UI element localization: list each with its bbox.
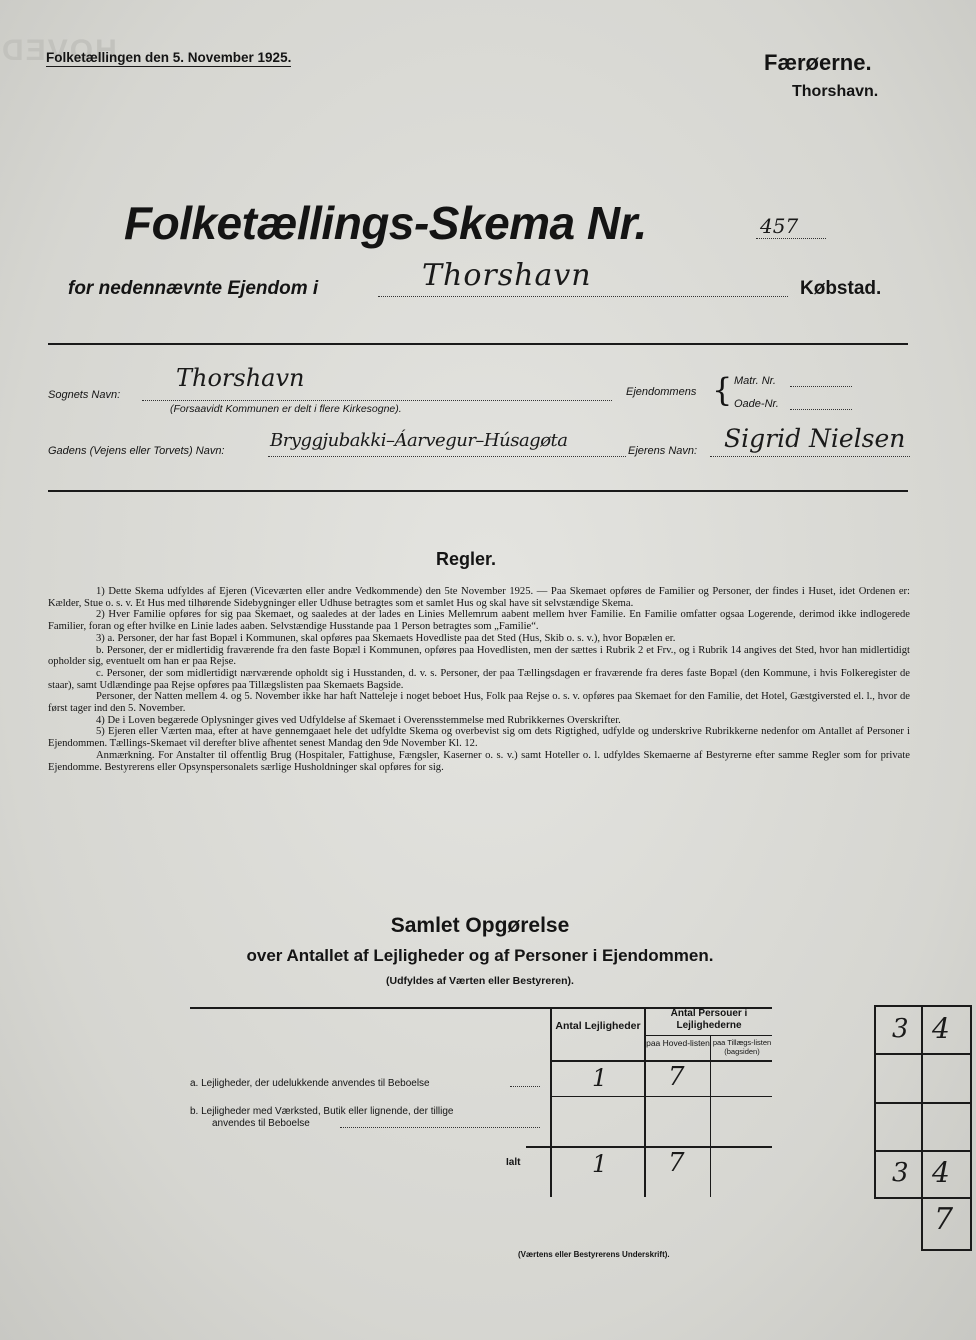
town-line — [378, 296, 788, 297]
tally-row-3 — [874, 1150, 970, 1152]
tally-row4-right: 4 — [932, 1156, 950, 1189]
rule-3b: b. Personer, der er midlertidig fraværende fra den faste Bopæl i Kommunen, opføres paa Hovedlisten, men der sættes i Rubrik 2 et Frv., og i Rubrik 14 angives det Sted, hvor han midlertidigt opholder sig, eventuelt om han er paa Rejse. — [48, 644, 910, 668]
parish-value: Thorshavn — [176, 364, 305, 392]
street-no-line — [790, 409, 852, 410]
stamp-watermark: HOVED — [0, 34, 117, 67]
rules-heading: Regler. — [436, 549, 497, 569]
row-a-dwellings-value: 1 — [592, 1064, 608, 1092]
tally-row4-left: 3 — [892, 1158, 909, 1188]
matr-label: Matr. Nr. — [734, 375, 776, 387]
row-a-label: a. Lejligheder, der udelukkende anvendes til Beboelse — [190, 1078, 430, 1089]
rule-5: 5) Ejeren eller Værten maa, efter at have gennemgaaet hele det udfyldte Skema og overbevist sig om dets Rigtighed, udfylde og underskrive Rubrikkerne nedenfor om Antallet af Personer i Ejendommen. Tællings-Skemaet vil derefter blive afhentet senest Mandag den 9de November Kl. 12. — [48, 726, 910, 750]
row-a-main-value: 7 — [668, 1062, 685, 1092]
signature-note: (Værtens eller Bestyrerens Underskrift). — [518, 1250, 670, 1259]
row-a-dots — [510, 1086, 540, 1087]
parish-line — [142, 400, 612, 401]
town-handwritten: Thorshavn — [422, 258, 592, 293]
rule-3c: c. Personer, der som midlertidigt nærværende opholdt sig i Husstanden, d. v. s. Personer, der paa Tællingsdagen er fraværende fra deres faste Bopæl (den Kommune, i hvis Folkeregister de staar), samt Udlændinge paa Rejse opføres paa Tillægslisten paa Skemaets Bagside. — [48, 667, 910, 691]
col-dwellings-header: Antal Lejligheder — [555, 1020, 641, 1032]
col-main-header: paa Hoved-listen — [646, 1038, 710, 1048]
parish-note: (Forsaavidt Kommunen er delt i flere Kirkesogne). — [170, 403, 402, 415]
street-no-label: Oade-Nr. — [734, 398, 779, 410]
table-total-rule — [526, 1146, 772, 1148]
table-header-sub-rule — [644, 1035, 772, 1036]
census-date: Folketællingen den 5. November 1925. — [46, 50, 292, 65]
col-extra-header: paa Tillægs-listen (bagsiden) — [712, 1038, 772, 1056]
divider-top — [48, 343, 908, 345]
owner-value: Sigrid Nielsen — [724, 424, 906, 453]
road-value: Bryggjubakki–Áarvegur–Húsagøta — [270, 430, 568, 451]
property-brace: { — [712, 371, 733, 409]
rule-remark: Anmærkning. For Anstalter til offentlig Brug (Hospitaler, Fattighuse, Fængsler, Kaserner o. s. v.) samt Hoteller o. l. udfyldes Skemaerne af Bestyrerne efter samme Regler som for private Ejendomme. Bestyrerens eller Opsynspersonalets særlige Husholdninger skal opføres for sig. — [48, 749, 910, 773]
rule-2: 2) Hver Familie opføres for sig paa Skemaet, og saaledes at der lades en Linies Mellemrum aabent mellem hver Familie. En Familie omfatter ogsaa Logerende, derimod ikke indlogerede Familier, foran og efter hvilke en Linie lades aaben. Selvstændige Husstande paa 1 Person betragtes som „Familie“. — [48, 609, 910, 633]
property-label: Ejendommens — [626, 386, 697, 398]
region-name: Færøerne. — [764, 50, 872, 75]
col-persons-header: Antal Persouer i Lejlighederne — [670, 1008, 748, 1031]
tally-total-value: 7 — [934, 1202, 954, 1237]
table-col-1 — [550, 1007, 552, 1197]
form-title: Folketællings-Skema Nr. — [124, 197, 647, 249]
form-number-line — [756, 238, 826, 239]
tally-row-1 — [874, 1053, 970, 1055]
tally-row1-right: 4 — [932, 1012, 950, 1045]
town-name: Thorshavn. — [792, 83, 879, 100]
rule-4: 4) De i Loven begærede Oplysninger gives ved Udfyldelse af Skemaet i Overensstemmelse med Rubrikkernes Overskrifter. — [96, 714, 621, 726]
summary-note: (Udfyldes af Værten eller Bestyreren). — [386, 975, 574, 987]
row-b-label-2: anvendes til Beboelse — [212, 1118, 310, 1129]
owner-line — [710, 456, 910, 457]
owner-label: Ejerens Navn: — [628, 445, 698, 457]
total-main-value: 7 — [668, 1148, 685, 1178]
matr-line — [790, 386, 852, 387]
table-row-a-rule — [550, 1096, 772, 1097]
property-subtitle: for nedennævnte Ejendom i — [68, 278, 319, 299]
road-line — [268, 456, 626, 457]
rules-body — [48, 586, 910, 773]
road-label: Gadens (Vejens eller Torvets) Navn: — [48, 445, 225, 457]
total-dwellings-value: 1 — [592, 1150, 608, 1178]
row-total-label: Ialt — [506, 1157, 521, 1168]
kobstad-label: Købstad. — [800, 278, 882, 299]
tally-row1-left: 3 — [892, 1014, 909, 1044]
form-number-handwritten: 457 — [760, 214, 799, 238]
summary-heading: Samlet Opgørelse — [390, 914, 570, 937]
table-header-rule — [550, 1060, 772, 1062]
rule-1: 1) Dette Skema udfyldes af Ejeren (Viceværten eller andre Vedkommende) den 5te November 1925. — Paa Skemaet opføres de Familier og Personer, der findes i Huset, idet Ordenen er: Kælder, Stue o. s. v. Et Hus med tilhørende Sidebygninger eller Udhuse betragtes som et samlet Hus og skal have sit selvstændige Skema. — [48, 586, 910, 609]
rule-3a: 3) a. Personer, der har fast Bopæl i Kommunen, skal opføres paa Skemaets Hovedliste paa det Sted (Hus, Skib o. s. v.), hvor Bopælen er. — [96, 632, 676, 644]
parish-label: Sognets Navn: — [48, 389, 121, 401]
divider-bottom — [48, 490, 908, 492]
tally-row-2 — [874, 1102, 970, 1104]
rule-3-note: Personer, der Natten mellem 4. og 5. November ikke har haft Natteleje i noget beboet Hus, Folk paa Rejse o. s. v. opføres paa Skemaet for den Familie, det Hotel, Gæstgiversted el. l., hvor de først tager ind den 5. November. — [48, 691, 910, 715]
summary-subheading: over Antallet af Lejligheder og af Personer i Ejendommen. — [246, 946, 714, 965]
row-b-label-1: b. Lejligheder med Værksted, Butik eller lignende, der tillige — [190, 1106, 454, 1117]
row-b-dots — [340, 1127, 540, 1128]
